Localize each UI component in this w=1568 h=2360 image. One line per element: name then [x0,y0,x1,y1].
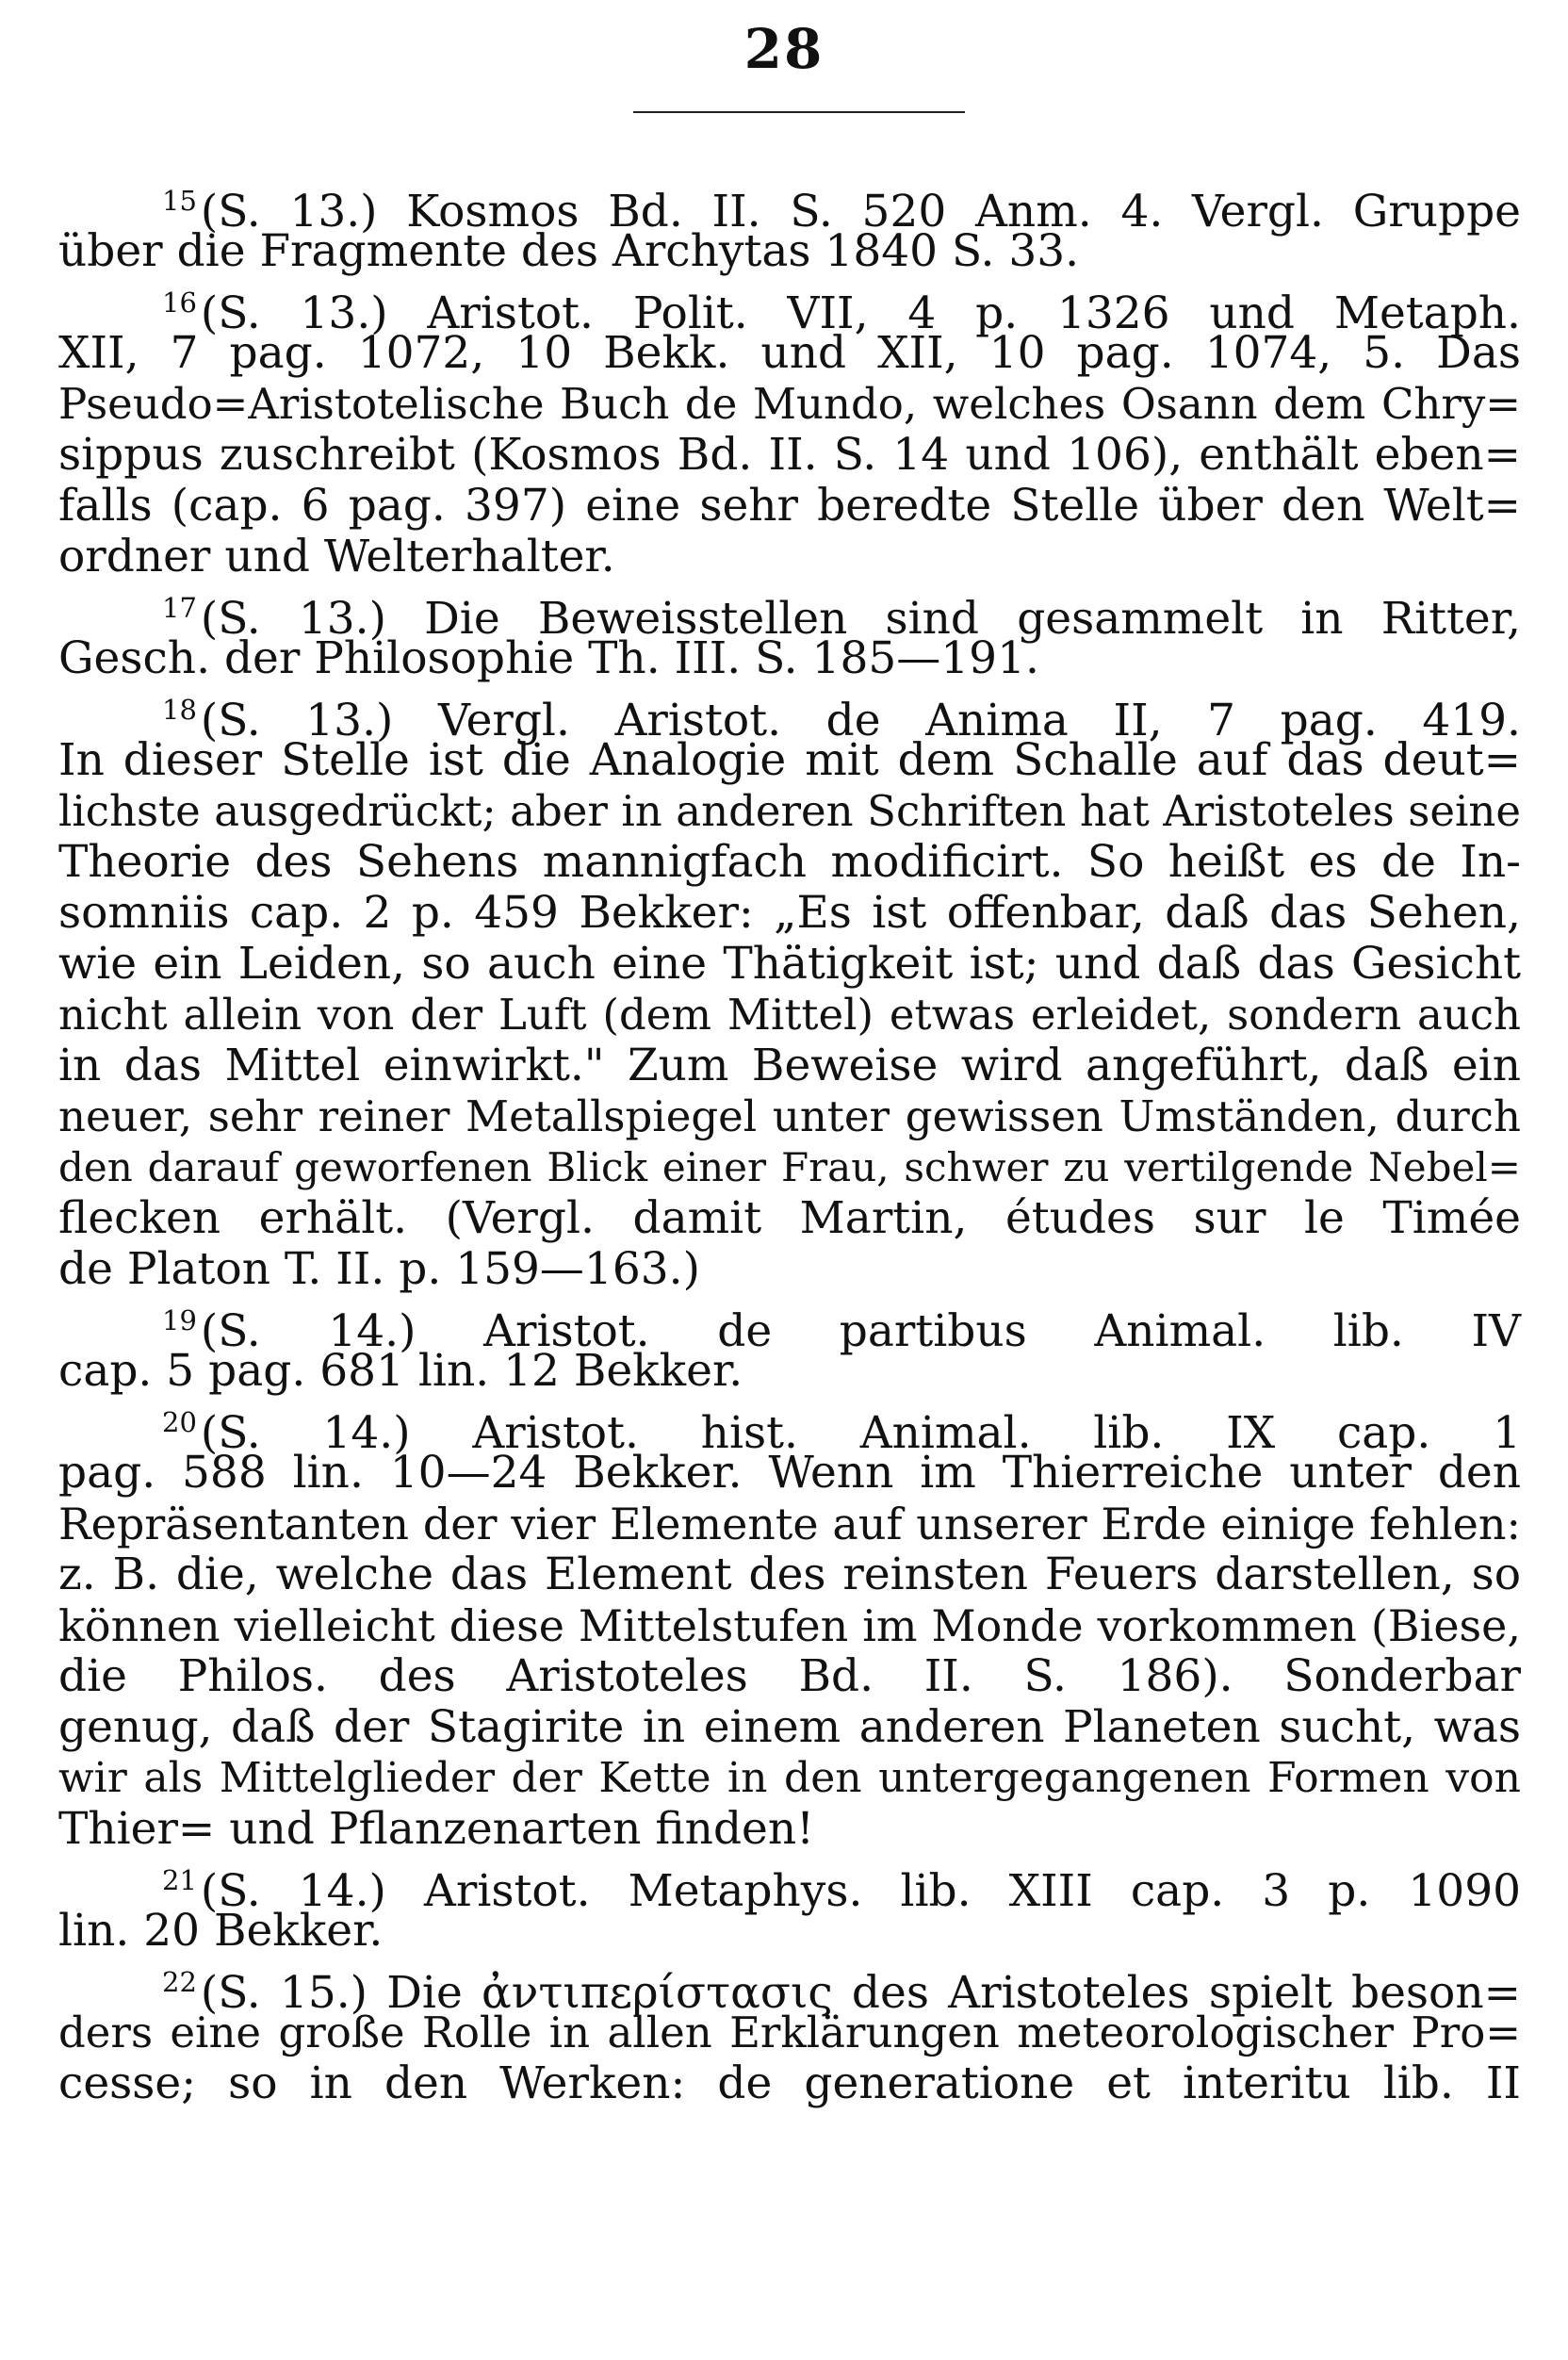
note-line: Pseudo=Aristotelische Buch de Mundo, welches Osann dem Chry= [58,379,1521,429]
note-line: nicht allein von der Luft (dem Mittel) etwas erleidet, sondern auch [58,990,1521,1040]
endnote-16 [58,277,1521,582]
note-line: In dieser Stelle ist die Analogie mit dem Schalle auf das deut= [58,734,1521,786]
note-text: (S. 14.) Aristot. Metaphys. lib. XIII cap. 3 p. 1090 [200,1865,1521,1917]
note-line [58,1855,1521,1917]
note-line [58,1397,1521,1459]
note-text: (S. 14.) Aristot. hist. Animal. lib. IX cap. 1 [200,1407,1521,1459]
note-line: cap. 5 pag. 681 lin. 12 Bekker. [58,1345,743,1397]
note-text: (S. 13.) Vergl. Aristot. de Anima II, 7 pag. 419. [200,695,1521,746]
note-line: lichste ausgedrückt; aber in anderen Schriften hat Aristoteles seine [58,786,1521,836]
note-line [58,175,1521,238]
note-line: de Platon T. II. p. 159—163.) [58,1243,700,1295]
note-number: 15 [162,185,197,217]
note-text: (S. 13.) Aristot. Polit. VII, 4 p. 1326 und Metaph. [200,287,1521,339]
note-line [58,684,1521,746]
note-line: ordner und Welterhalter. [58,531,615,582]
note-line [58,582,1521,645]
note-line: XII, 7 pag. 1072, 10 Bekk. und XII, 10 pag. 1074, 5. Das [58,327,1521,379]
note-line: Thier= und Pflanzenarten finden! [58,1803,815,1855]
note-number: 22 [162,1966,197,1998]
note-text: (S. 13.) Die Beweisstellen sind gesammelt in Ritter, [200,593,1521,645]
note-text: (S. 14.) Aristot. de partibus Animal. lib. IV [200,1305,1521,1357]
header-rule [633,111,965,113]
endnote-22 [58,1957,1521,2109]
note-number: 20 [162,1406,197,1438]
note-number: 17 [162,592,197,624]
note-line: lin. 20 Bekker. [58,1905,384,1957]
note-line: cesse; so in den Werken: de generatione et interitu lib. II [58,2057,1521,2109]
endnote-17 [58,582,1521,684]
endnote-18 [58,684,1521,1295]
note-line: ders eine große Rolle in allen Erklärungen meteorologischer Pro= [58,2008,1521,2057]
note-line: Repräsentanten der vier Elemente auf unserer Erde einige fehlen: [58,1499,1521,1549]
note-line: die Philos. des Aristoteles Bd. II. S. 186). Sonderbar [58,1650,1521,1702]
endnotes [58,175,1521,2109]
note-line: z. B. die, welche das Element des reinsten Feuers darstellen, so [58,1549,1521,1600]
note-line: wir als Mittelglieder der Kette in den untergegangenen Formen von [58,1754,1521,1802]
note-line: können vielleicht diese Mittelstufen im Monde vorkommen (Biese, [58,1600,1521,1651]
endnote-21 [58,1855,1521,1957]
page-number: 28 [743,17,825,81]
note-line: flecken erhält. (Vergl. damit Martin, études sur le Timée [58,1192,1521,1244]
note-line: somniis cap. 2 p. 459 Bekker: „Es ist offenbar, daß das Sehen, [58,887,1521,939]
note-line: sippus zuschreibt (Kosmos Bd. II. S. 14 und 106), enthält eben= [58,429,1521,481]
note-line: Theorie des Sehens mannigfach modificirt. So heißt es de In- [58,836,1521,888]
note-text: (S. 13.) Kosmos Bd. II. S. 520 Anm. 4. Vergl. Gruppe [200,186,1521,238]
note-line: pag. 588 lin. 10—24 Bekker. Wenn im Thierreiche unter den [58,1447,1521,1499]
note-line: den darauf geworfenen Blick einer Frau, schwer zu vertilgende Nebel= [58,1144,1521,1190]
note-line: neuer, sehr reiner Metallspiegel unter gewissen Umständen, durch [58,1091,1521,1141]
endnote-19 [58,1295,1521,1397]
note-number: 18 [162,694,197,726]
note-number: 16 [162,287,197,319]
note-line [58,277,1521,339]
note-line: falls (cap. 6 pag. 397) eine sehr beredte Stelle über den Welt= [58,480,1521,532]
note-number: 19 [162,1304,197,1336]
endnote-20 [58,1397,1521,1855]
note-number: 21 [162,1864,197,1896]
note-line: über die Fragmente des Archytas 1840 S. 33. [58,225,1080,277]
note-line: in das Mittel einwirkt." Zum Beweise wird angeführt, daß ein [58,1040,1521,1091]
endnote-15 [58,175,1521,277]
note-line [58,1295,1521,1357]
note-text: (S. 15.) Die ἀντιπερίστασις des Aristoteles spielt beson= [200,1967,1521,2019]
note-line: Gesch. der Philosophie Th. III. S. 185—191. [58,632,1039,684]
note-line [58,1957,1521,2019]
note-line: wie ein Leiden, so auch eine Thätigkeit ist; und daß das Gesicht [58,938,1521,990]
note-line: genug, daß der Stagirite in einem anderen Planeten sucht, was [58,1701,1521,1753]
